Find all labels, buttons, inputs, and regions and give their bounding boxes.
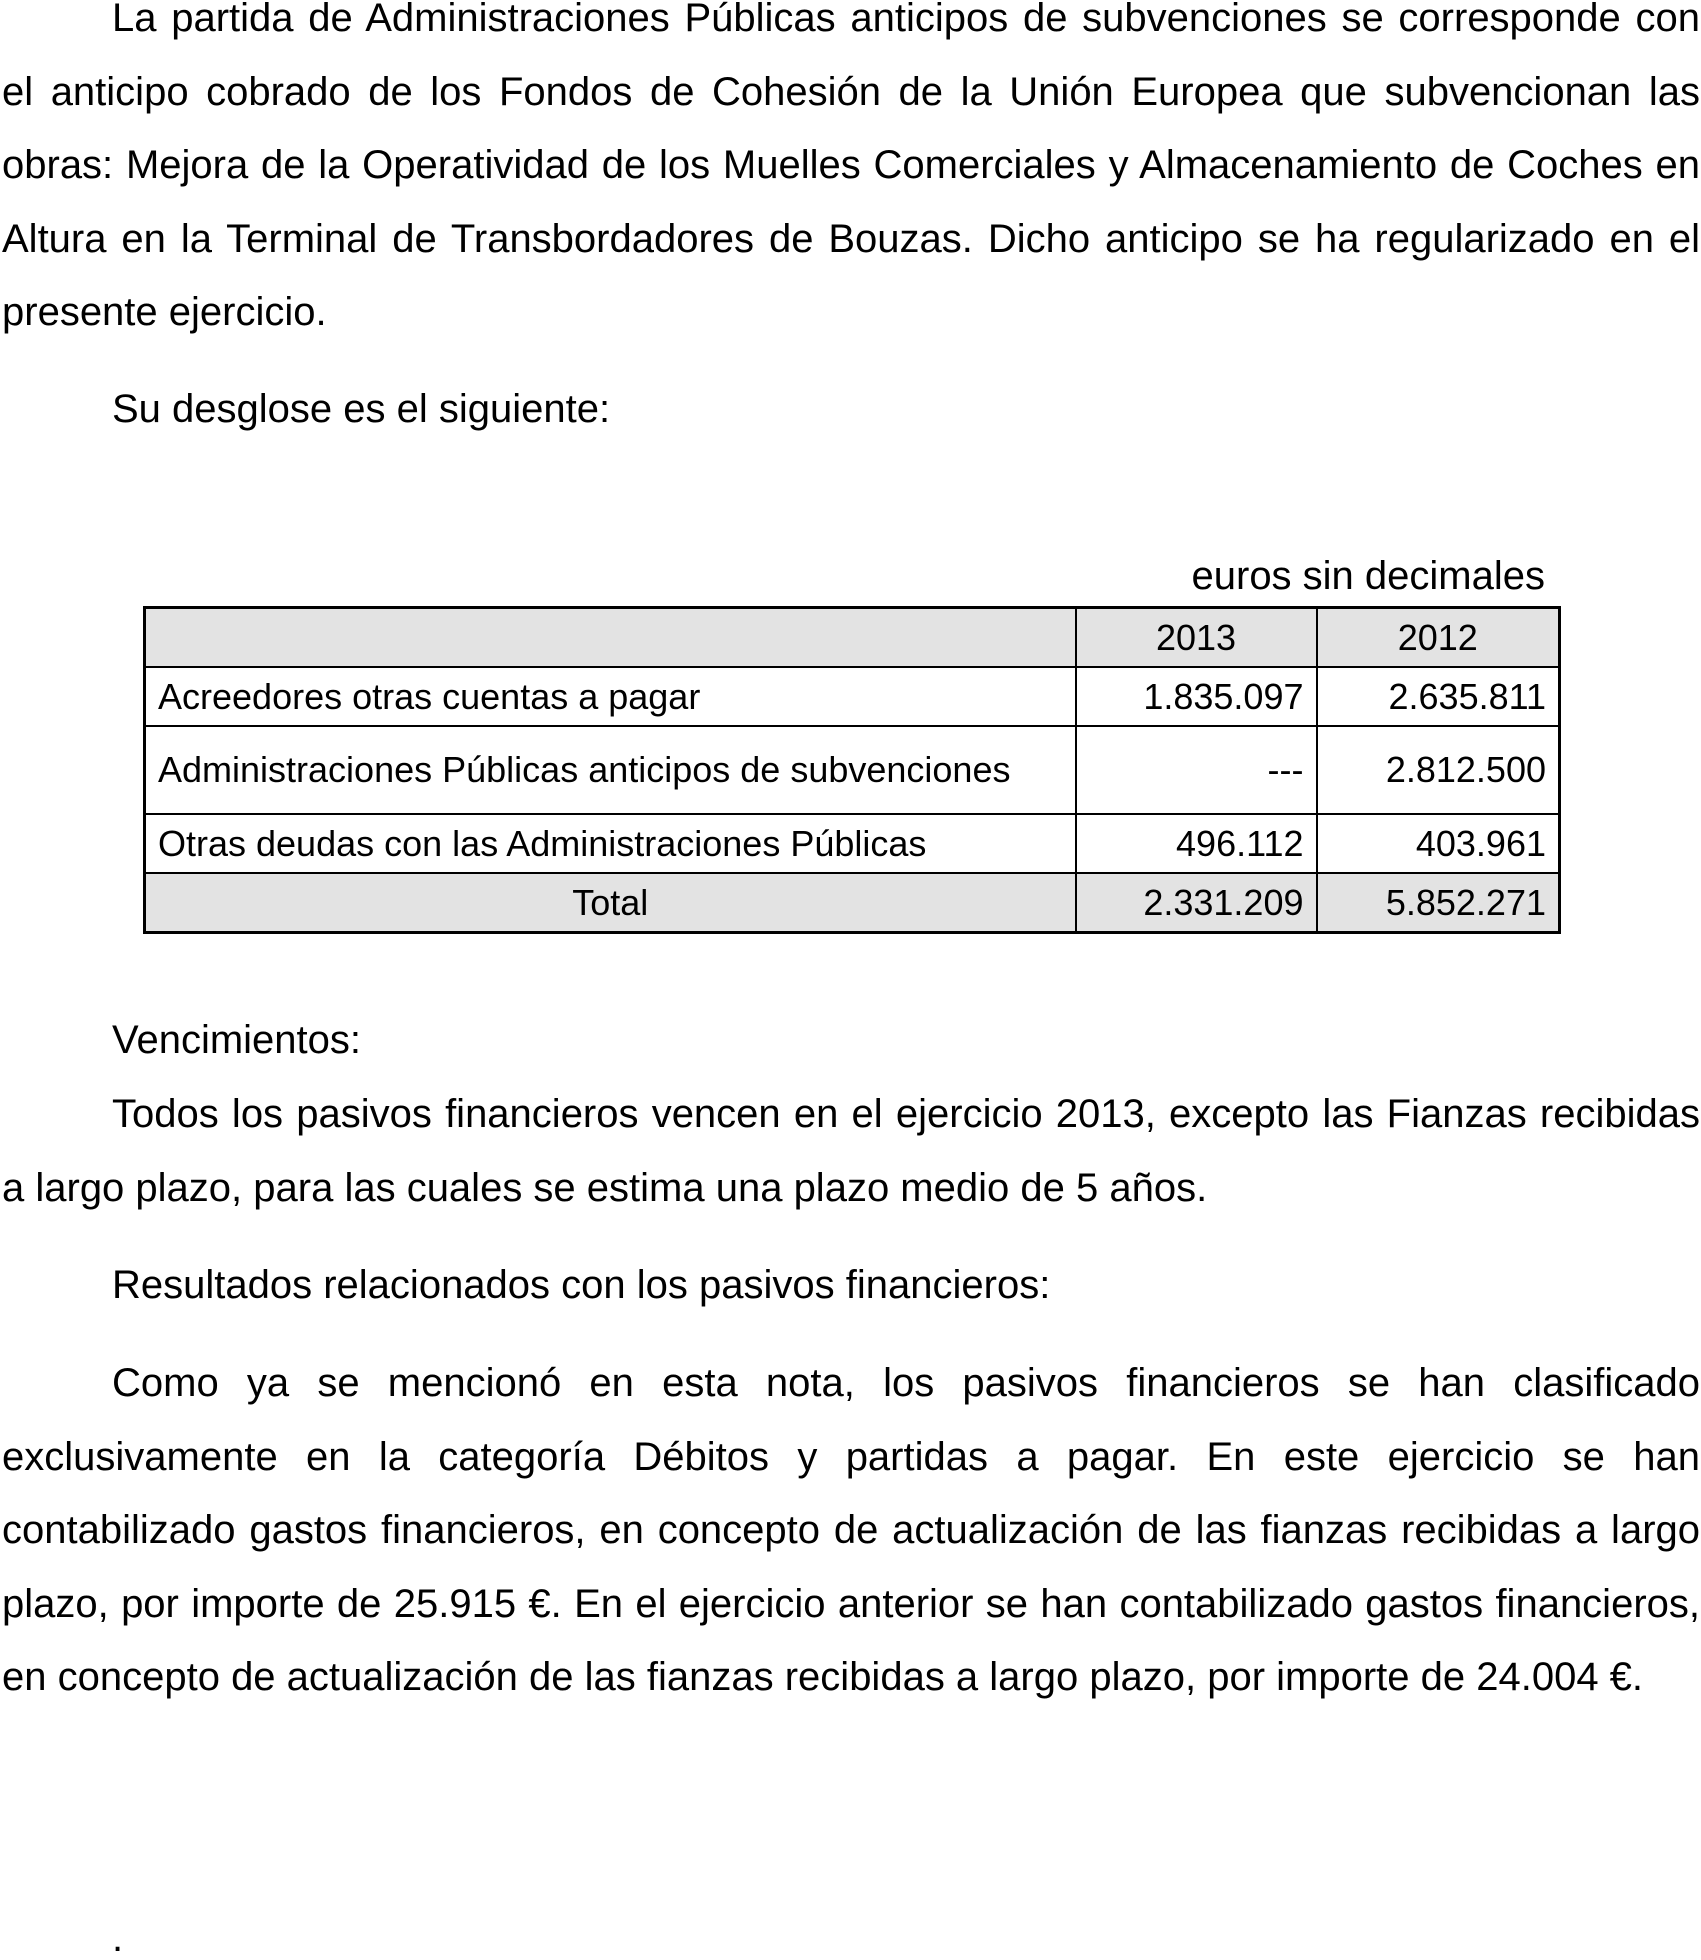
header-year-2012: 2012 <box>1317 608 1560 668</box>
row-concept: Administraciones Públicas anticipos de subvenciones <box>145 726 1076 814</box>
row-value-2013: 1.835.097 <box>1076 667 1317 726</box>
header-year-2013: 2013 <box>1076 608 1317 668</box>
row-value-2012: 403.961 <box>1317 814 1560 873</box>
vencimientos-paragraph: Todos los pasivos financieros vencen en el ejercicio 2013, excepto las Fianzas recibidas a largo plazo, para las cuales se estima una plazo medio de 5 años. <box>2 1092 1700 1210</box>
vencimientos-title: Vencimientos: <box>112 1018 362 1062</box>
total-label: Total <box>145 873 1076 933</box>
table-row <box>145 667 1560 726</box>
resultados-paragraph: Como ya se mencionó en esta nota, los pasivos financieros se han clasificado exclusivamente en la categoría Débitos y partidas a pagar. En este ejercicio se han contabilizado gastos financieros, en concepto de actualización de las fianzas recibidas a largo plazo, por importe de 25.915 €. En el ejercicio anterior se han contabilizado gastos financieros, en concepto de actualización de las fianzas recibidas a largo plazo, por importe de 24.004 €. <box>2 1361 1700 1699</box>
total-value-2012: 5.852.271 <box>1317 873 1560 933</box>
resultados-title: Resultados relacionados con los pasivos financieros: <box>112 1263 1051 1307</box>
desglose-intro: Su desglose es el siguiente: <box>112 387 611 431</box>
row-value-2013: --- <box>1076 726 1317 814</box>
table-header-row <box>145 608 1560 668</box>
table-total-row <box>145 873 1560 933</box>
table-row <box>145 726 1560 814</box>
total-value-2013: 2.331.209 <box>1076 873 1317 933</box>
intro-paragraph: La partida de Administraciones Públicas anticipos de subvenciones se corresponde con el anticipo cobrado de los Fondos de Cohesión de la Unión Europea que subvencionan las obras: Mejora de la Operatividad de los Muelles Comerciales y Almacenamiento de Coches en Altura en la Terminal de Transbordadores de Bouzas. Dicho anticipo se ha regularizado en el presente ejercicio. <box>2 0 1700 334</box>
row-concept: Otras deudas con las Administraciones Públicas <box>145 814 1076 873</box>
trailing-mark: . <box>112 1916 124 1960</box>
units-label: euros sin decimales <box>1191 554 1545 598</box>
desglose-table <box>143 606 1561 934</box>
row-value-2013: 496.112 <box>1076 814 1317 873</box>
row-value-2012: 2.812.500 <box>1317 726 1560 814</box>
row-concept: Acreedores otras cuentas a pagar <box>145 667 1076 726</box>
table-row <box>145 814 1560 873</box>
header-concept-cell <box>145 608 1076 668</box>
row-value-2012: 2.635.811 <box>1317 667 1560 726</box>
